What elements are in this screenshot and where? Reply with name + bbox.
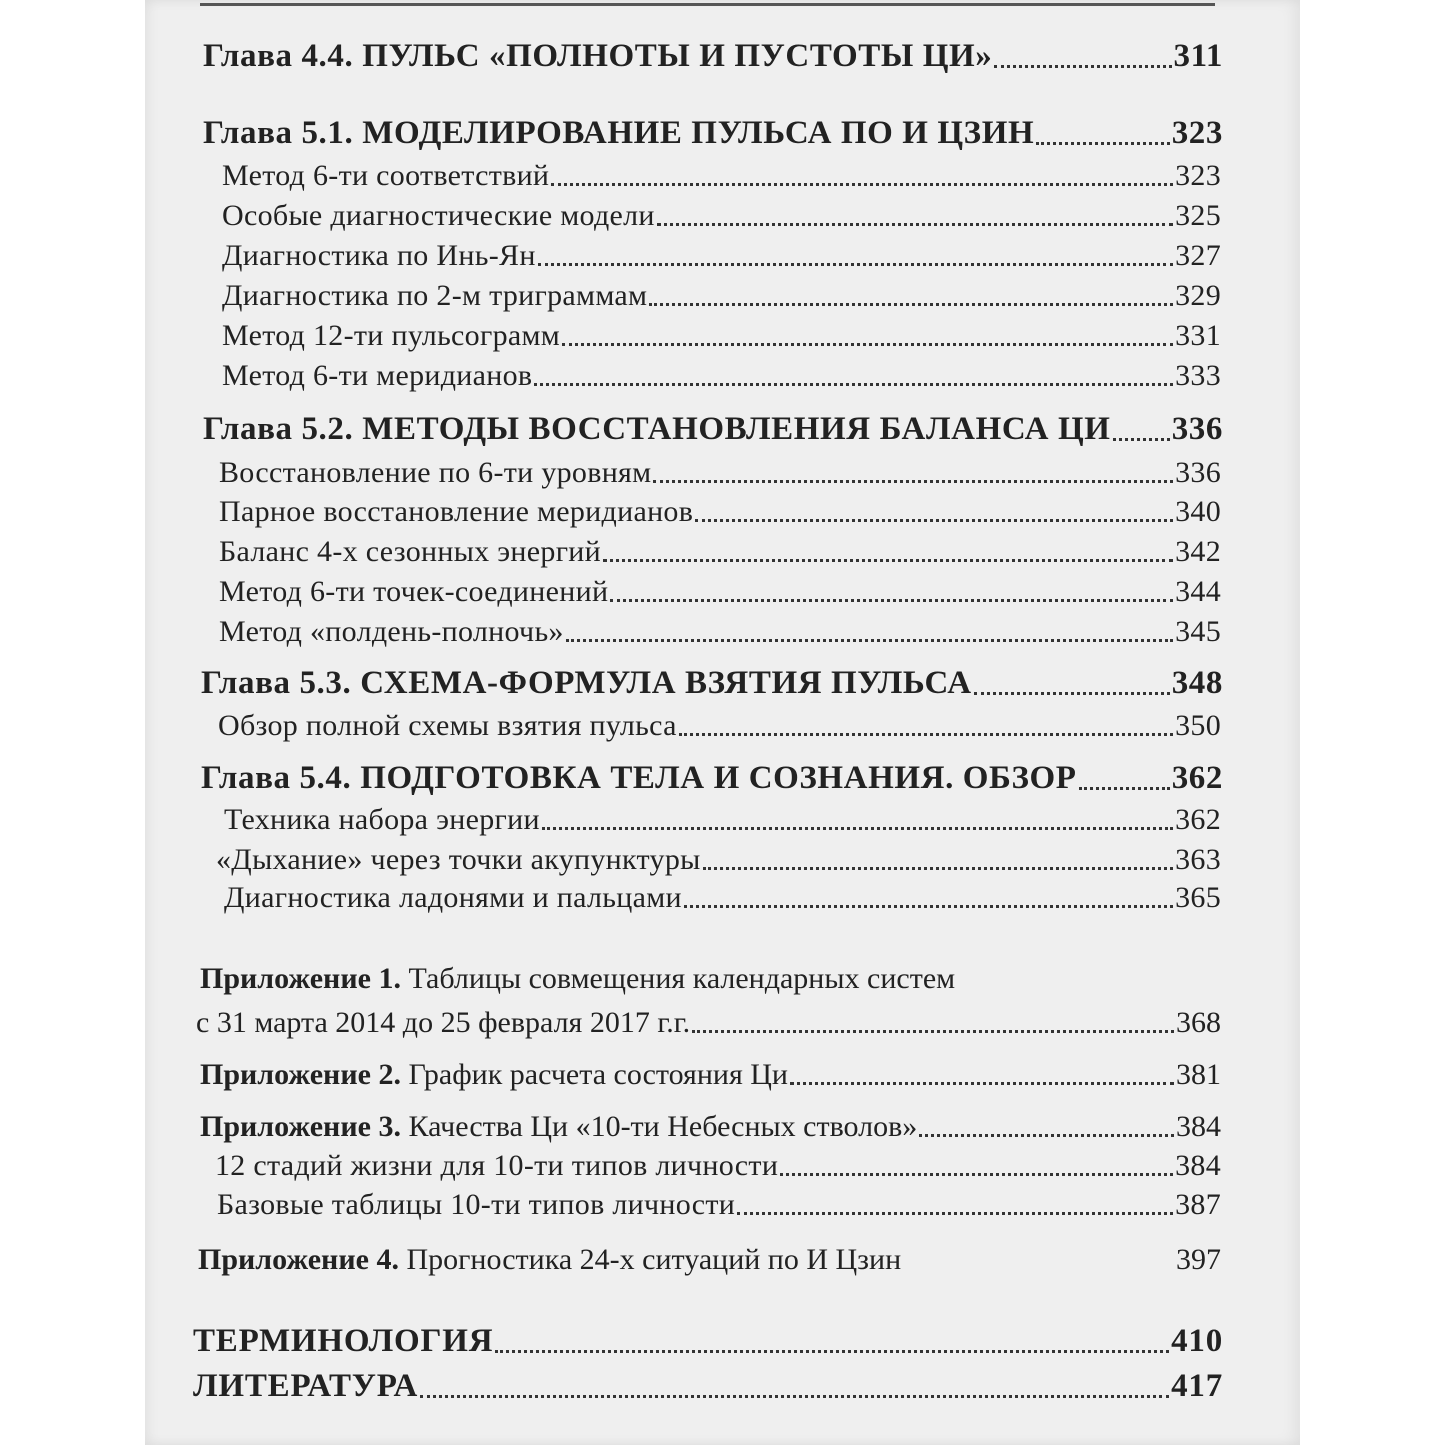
section-title: ТЕРМИНОЛОГИЯ: [193, 1323, 494, 1359]
dot-leader: [703, 867, 1174, 870]
page-number: 368: [1176, 1006, 1221, 1039]
toc-entry: [224, 797, 1221, 837]
toc-entry: [222, 193, 1221, 233]
dot-leader: [679, 733, 1173, 736]
entry-title: Диагностика по 2-м триграммам: [222, 279, 648, 312]
page-number: 410: [1171, 1323, 1223, 1359]
chapter-title: Глава 5.1. МОДЕЛИРОВАНИЕ ПУЛЬСА ПО И ЦЗИН: [203, 115, 1035, 151]
dot-leader: [495, 1350, 1169, 1353]
dot-leader: [610, 599, 1173, 602]
entry-title: Метод 6-ти меридианов: [222, 359, 533, 392]
entry-title: с 31 марта 2014 до 25 февраля 2017 г.г.: [196, 1006, 691, 1039]
dot-leader: [737, 1212, 1173, 1215]
toc-appendix-2: [200, 1052, 1221, 1092]
toc-appendix-1-heading: [200, 962, 955, 996]
page-number: 311: [1173, 38, 1223, 74]
dot-leader: [649, 303, 1173, 306]
appendix-title: Качества Ци «10-ти Небесных стволов»: [408, 1110, 918, 1143]
dot-leader: [790, 1082, 1174, 1085]
toc-entry: [215, 1143, 1221, 1183]
page-number: 387: [1175, 1188, 1221, 1221]
toc-appendix-3: [200, 1104, 1221, 1144]
appendix-title: График расчета состояния Ци: [408, 1058, 788, 1091]
section-title: ЛИТЕРАТУРА: [193, 1368, 419, 1404]
dot-leader: [1036, 142, 1169, 145]
dot-leader: [903, 1267, 1174, 1270]
chapter-title: Глава 4.4. ПУЛЬС «ПОЛНОТЫ И ПУСТОТЫ ЦИ»: [203, 38, 993, 74]
toc-entry: [219, 609, 1221, 649]
dot-leader: [1079, 787, 1170, 790]
page-number: 397: [1176, 1243, 1221, 1276]
toc-entry: [218, 703, 1221, 743]
toc-entry: [216, 837, 1221, 877]
page-number: 362: [1175, 803, 1221, 836]
page-number: 350: [1175, 709, 1221, 742]
appendix-label: Приложение 2.: [200, 1058, 401, 1091]
entry-title: «Дыхание» через точки акупунктуры: [216, 843, 701, 876]
dot-leader: [653, 480, 1173, 483]
toc-chapter-5-4: [201, 757, 1223, 797]
appendix-title: Прогностика 24-х ситуаций по И Цзин: [406, 1243, 902, 1276]
entry-title: Восстановление по 6-ти уровням: [219, 456, 652, 489]
entry-title: Метод 12-ти пульсограмм: [222, 319, 561, 352]
dot-leader: [538, 263, 1173, 266]
toc-entry: [219, 569, 1221, 609]
page-number: 417: [1171, 1368, 1223, 1404]
dot-leader: [994, 65, 1171, 68]
page-number: 345: [1175, 615, 1221, 648]
dot-leader: [562, 343, 1173, 346]
entry-title: Техника набора энергии: [224, 803, 540, 836]
page-number: 384: [1175, 1149, 1221, 1182]
toc-terminology: [193, 1320, 1223, 1360]
toc-entry: [222, 153, 1221, 193]
dot-leader: [566, 639, 1173, 642]
page-number: 362: [1171, 760, 1223, 796]
page-number: 340: [1175, 495, 1221, 528]
toc-entry: [219, 489, 1221, 529]
page-number: 336: [1171, 411, 1223, 447]
dot-leader: [695, 519, 1173, 522]
page-number: 323: [1175, 159, 1221, 192]
dot-leader: [657, 223, 1173, 226]
toc-chapter-5-3: [201, 662, 1223, 702]
entry-title: Метод 6-ти точек-соединений: [219, 575, 609, 608]
chapter-title: Глава 5.4. ПОДГОТОВКА ТЕЛА И СОЗНАНИЯ. ОБЗОР: [201, 760, 1077, 796]
dot-leader: [780, 1173, 1173, 1176]
page-number: 329: [1175, 279, 1221, 312]
page-number: 365: [1175, 881, 1221, 914]
page-number: 384: [1176, 1110, 1221, 1143]
dot-leader: [974, 692, 1170, 695]
entry-title: Обзор полной схемы взятия пульса: [218, 709, 677, 742]
entry-title: Парное восстановление меридианов: [219, 495, 694, 528]
dot-leader: [420, 1395, 1169, 1398]
toc-literature: [193, 1365, 1223, 1405]
toc-entry: [217, 1182, 1221, 1222]
page-number: 344: [1175, 575, 1221, 608]
dot-leader: [919, 1134, 1174, 1137]
toc-entry: [222, 313, 1221, 353]
appendix-label: Приложение 3.: [200, 1110, 401, 1143]
toc-entry: [222, 353, 1221, 393]
toc-entry: [222, 233, 1221, 273]
entry-title: Особые диагностические модели: [222, 199, 655, 232]
entry-title: Диагностика по Инь-Ян: [222, 239, 536, 272]
appendix-label: Приложение 1.: [200, 962, 401, 995]
entry-title: 12 стадий жизни для 10-ти типов личности: [215, 1149, 779, 1182]
page-number: 333: [1175, 359, 1221, 392]
entry-title: Метод «полдень-полночь»: [219, 615, 564, 648]
entry-title: Базовые таблицы 10-ти типов личности: [217, 1188, 736, 1221]
page-number: 327: [1175, 239, 1221, 272]
toc-entry: [219, 529, 1221, 569]
chapter-title: Глава 5.2. МЕТОДЫ ВОССТАНОВЛЕНИЯ БАЛАНСА ЦИ: [203, 411, 1111, 447]
toc-entry: [219, 450, 1221, 490]
entry-title: Диагностика ладонями и пальцами: [224, 881, 682, 914]
dot-leader: [542, 827, 1173, 830]
page-number: 325: [1175, 199, 1221, 232]
dot-leader: [684, 905, 1173, 908]
toc-entry: [222, 273, 1221, 313]
dot-leader: [692, 1030, 1174, 1033]
toc-appendix-4: [198, 1237, 1221, 1277]
appendix-label: Приложение 4.: [198, 1243, 399, 1276]
entry-title: Метод 6-ти соответствий: [222, 159, 550, 192]
toc-entry: [224, 875, 1221, 915]
dot-leader: [534, 383, 1173, 386]
page-number: 342: [1175, 535, 1221, 568]
appendix-title: Таблицы совмещения календарных систем: [408, 962, 956, 995]
dot-leader: [1113, 438, 1170, 441]
entry-title: Баланс 4-х сезонных энергий: [219, 535, 602, 568]
page-number: 381: [1176, 1058, 1221, 1091]
toc-chapter-4-4: [203, 35, 1223, 75]
dot-leader: [603, 559, 1173, 562]
chapter-title: Глава 5.3. СХЕМА-ФОРМУЛА ВЗЯТИЯ ПУЛЬСА: [201, 665, 972, 701]
page-number: 348: [1171, 665, 1223, 701]
toc-chapter-5-2: [203, 408, 1223, 448]
toc-appendix-1: [196, 1000, 1221, 1040]
page-number: 363: [1175, 843, 1221, 876]
page-number: 336: [1175, 456, 1221, 489]
dot-leader: [551, 183, 1173, 186]
page-number: 331: [1175, 319, 1221, 352]
page-number: 323: [1171, 115, 1223, 151]
toc-chapter-5-1: [203, 112, 1223, 152]
